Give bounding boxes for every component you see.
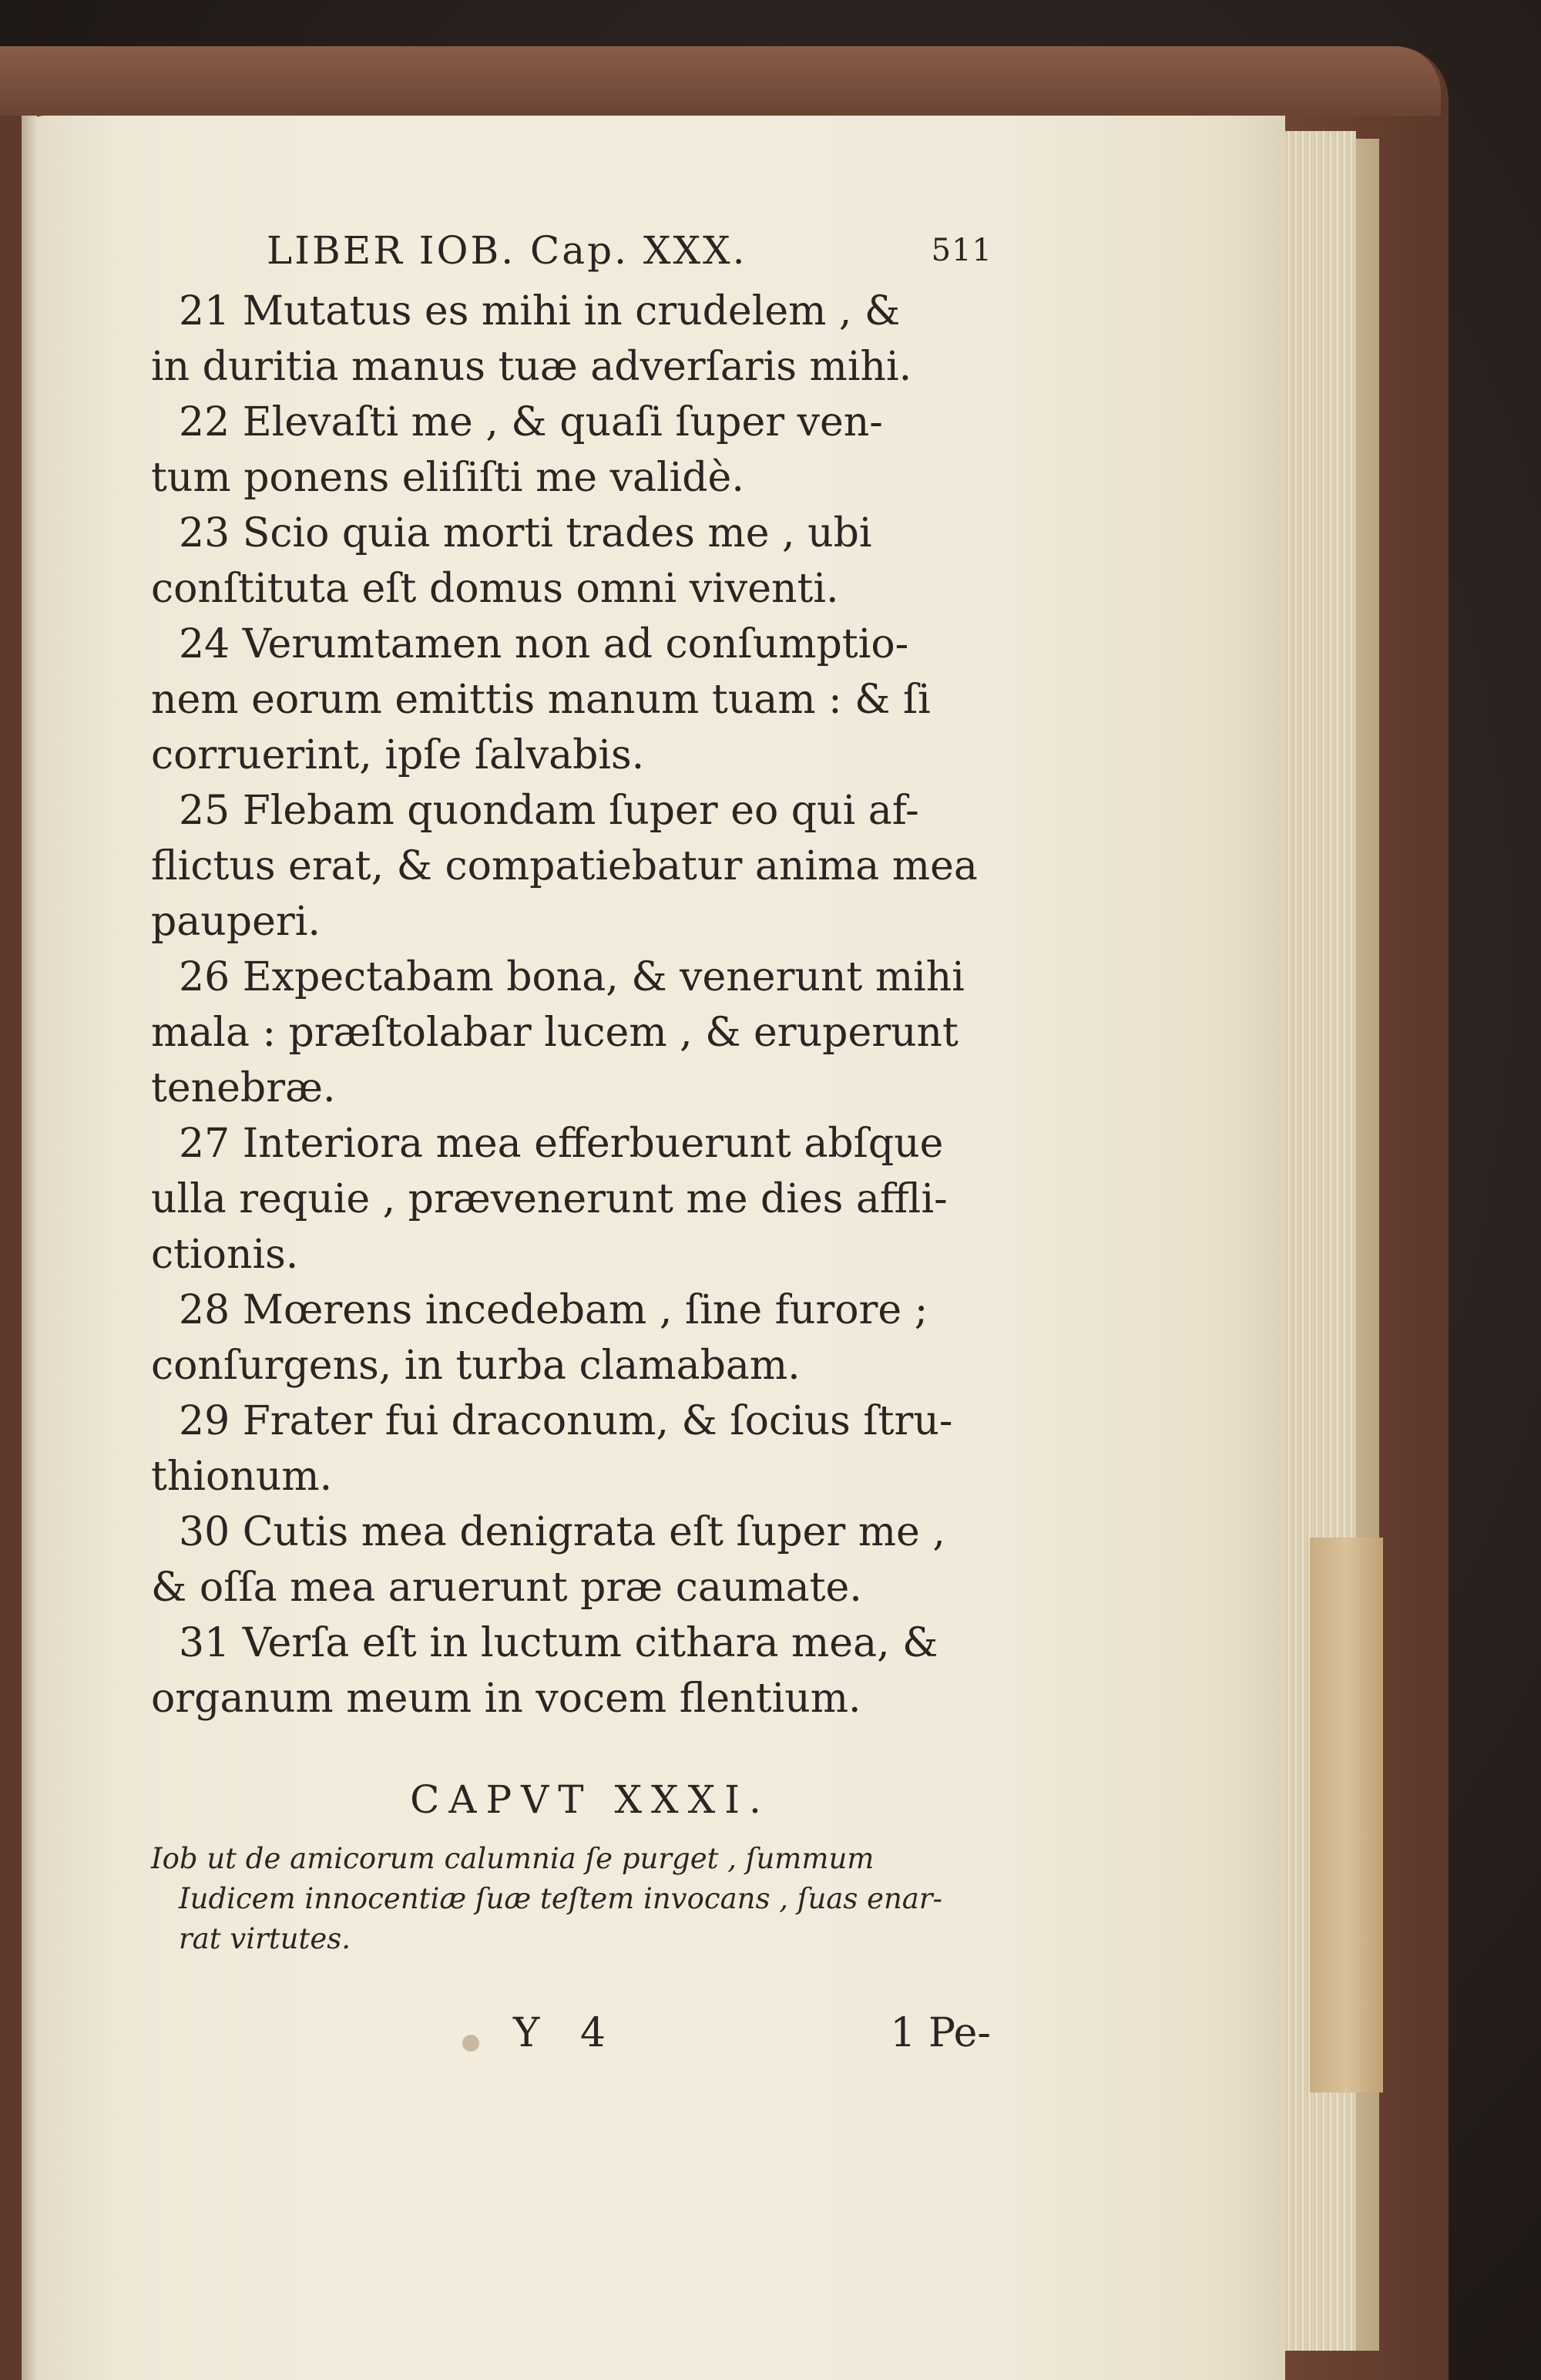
verse [151,395,999,506]
verse-line: 29 Frater fui draconum, & ſocius ſtru- [179,1398,953,1444]
running-head-title: LIBER IOB. Cap. XXX. [267,228,747,273]
summary-line: rat virtutes. [179,1922,351,1955]
verse-line: thionum. [151,1454,333,1500]
verse-line: & oſſa mea aruerunt præ caumate. [151,1565,862,1611]
verse-line: tum ponens eliſiſti me validè. [151,455,744,501]
verse-line: in duritia manus tuæ adverſaris mihi. [151,344,912,390]
verse-line: conſurgens, in turba clamabam. [151,1343,801,1389]
verse-line: 24 Verumtamen non ad conſumptio- [179,621,909,667]
verse-line: 31 Verſa eſt in luctum cithara mea, & [179,1620,938,1666]
page-number: 511 [931,233,992,268]
verse-line: 27 Interiora mea efferbuerunt abſque [179,1121,944,1167]
verse [151,1504,999,1615]
verse-line: 22 Elevaſti me , & quaſi ſuper ven- [179,399,883,445]
page-gutter [22,116,37,2380]
verse-line: mala : præſtolabar lucem , & eruperunt [151,1010,959,1056]
verse [151,1393,999,1504]
verse-list [151,284,999,1726]
chapter-heading: CAPVT XXXI. [410,1777,770,1822]
verse [151,617,999,783]
verse-line: 21 Mutatus es mihi in crudelem , & [179,288,901,334]
verse [151,1116,999,1282]
verse [151,1282,999,1393]
verse-line: tenebræ. [151,1065,336,1111]
text-block [151,228,999,2064]
verse-line: ctionis. [151,1232,299,1278]
running-head [151,228,999,284]
binding-top-edge [0,46,1441,116]
verse [151,284,999,395]
verse-line: 25 Flebam quondam ſuper eo qui af- [179,788,919,834]
verse-line: flictus erat, & compatiebatur anima mea [151,843,978,889]
signature-mark: Y 4 [513,2010,619,2056]
verse-line: corruerint, ipſe ſalvabis. [151,732,645,778]
chapter-summary [151,1839,999,1959]
summary-line: Iudicem innocentiæ ſuæ teſtem invocans , ſuas enar- [179,1882,943,1915]
verse [151,950,999,1116]
verse-line: nem eorum emittis manum tuam : & ſi [151,677,931,723]
verse-line: pauperi. [151,899,321,945]
catchword: 1 Pe- [890,2010,991,2056]
page-footer [151,2010,999,2064]
verse-line: 26 Expectabam bona, & venerunt mihi [179,954,965,1000]
summary-line: Iob ut de amicorum calumnia ſe purget , ſummum [151,1842,875,1875]
verse-line: conſtituta eſt domus omni viventi. [151,566,839,612]
verse [151,1615,999,1726]
verse-line: 23 Scio quia morti trades me , ubi [179,510,872,556]
verse-line: organum meum in vocem flentium. [151,1676,861,1722]
verse-line: 30 Cutis mea denigrata eſt ſuper me , [179,1509,945,1555]
paper-bookmark [1310,1538,1383,2093]
verse [151,506,999,617]
verse-line: 28 Mœrens incedebam , ſine furore ; [179,1287,928,1333]
verse [151,783,999,950]
verse-line: ulla requie , prævenerunt me dies affli- [151,1176,948,1222]
